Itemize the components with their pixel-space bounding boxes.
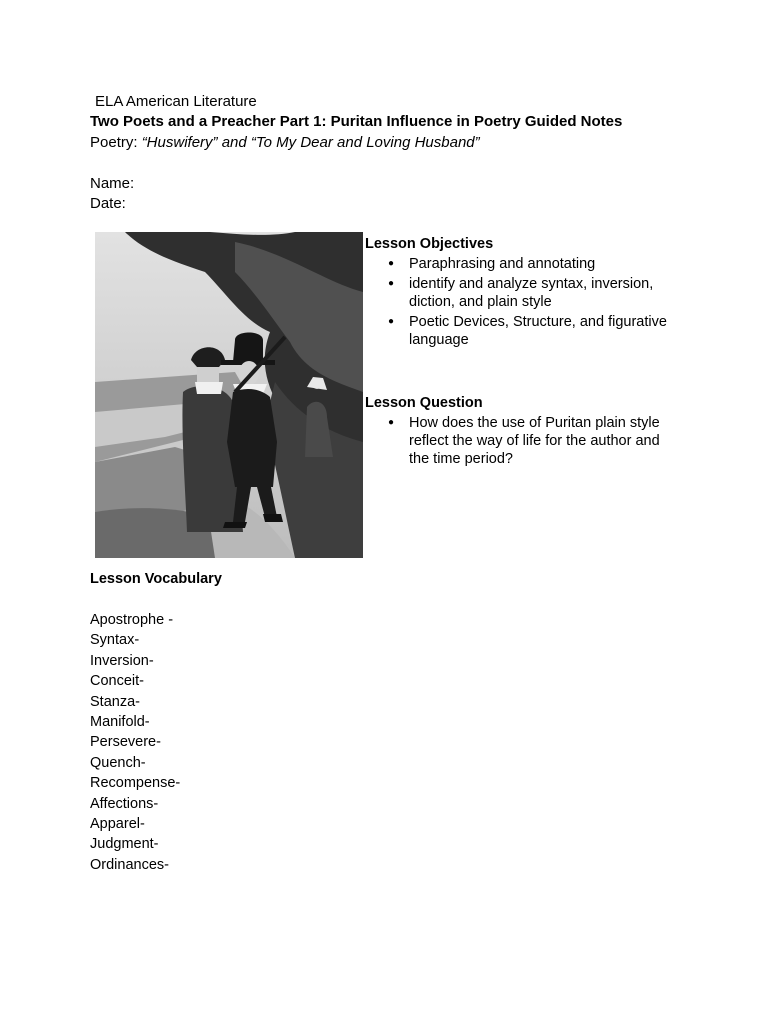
vocabulary-term: Manifold- [90,714,150,731]
objective-item: ● Poetic Devices, Structure, and figurative language [365,313,679,349]
vocabulary-term: Inversion- [90,652,154,669]
objectives-list [365,255,679,351]
vocabulary-term: Syntax- [90,632,140,649]
vocabulary-list [90,610,180,875]
poetry-label: Poetry: [90,134,142,151]
vocabulary-term: Apparel- [90,816,145,833]
vocabulary-term: Recompense- [90,775,181,792]
vocabulary-term: Stanza- [90,693,140,710]
vocabulary-term: Quench- [90,754,146,771]
vocabulary-term: Apostrophe - [90,612,174,628]
vocabulary-heading: Lesson Vocabulary [90,571,222,587]
course-name: ELA American Literature [95,93,257,110]
objective-item: ● identify and analyze syntax, inversion, diction, and plain style [365,275,679,311]
vocabulary-term: Judgment- [90,836,159,853]
question-list [365,414,679,470]
vocabulary-term: Affections- [90,795,159,812]
vocabulary-term: Persevere- [90,734,161,751]
puritan-couple-illustration [95,232,363,558]
date-field-label: Date: [90,195,126,212]
objectives-heading: Lesson Objectives [365,236,494,252]
question-item: ● How does the use of Puritan plain style reflect the way of life for the author and the time period? [365,414,679,468]
vocabulary-term: Ordinances- [90,856,169,873]
name-field-label: Name: [90,175,135,192]
document-title: Two Poets and a Preacher Part 1: Puritan Influence in Poetry Guided Notes [90,113,623,130]
poetry-titles: “Huswifery” and “To My Dear and Loving Husband” [141,134,480,151]
vocabulary-term: Conceit- [90,673,144,690]
question-heading: Lesson Question [365,395,483,411]
objective-item: ● Paraphrasing and annotating [365,255,679,273]
poetry-line [90,133,480,153]
